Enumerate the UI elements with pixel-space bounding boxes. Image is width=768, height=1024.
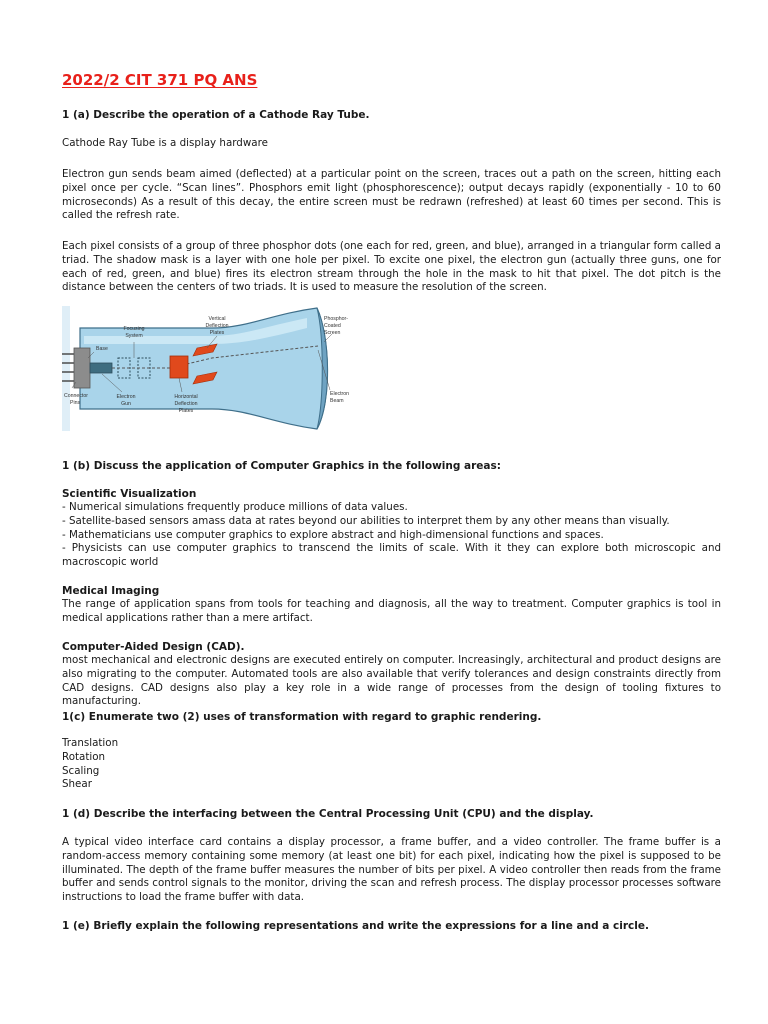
label-gun-1: Electron [116,394,136,400]
medical-imaging-heading: Medical Imaging [62,585,160,597]
label-vertical-2: Deflection [205,323,229,329]
question-1d: 1 (d) Describe the interfacing between the Central Processing Unit (CPU) and the display. [62,808,594,820]
list-item: Shear [62,778,92,791]
scientific-visualization-list [62,501,721,542]
label-focusing-1: Focusing [123,326,145,332]
label-connector-2: Pins [70,400,81,406]
label-horizontal-2: Deflection [174,401,198,407]
scientific-visualization-heading: Scientific Visualization [62,488,197,500]
label-phosphor-2: Coated [324,323,341,329]
label-phosphor-3: Screen [324,330,341,336]
label-horizontal-3: Plates [178,408,194,414]
cpu-display-text: A typical video interface card contains a display processor, a frame buffer, and a video controller. The frame buffer is a random-access memory containing some memory (at least one bit) for each pixel, indicating how the pixel is supposed to be illuminated. The depth of the frame buffer measures the number of bits per pixel. A video controller then reads from the frame buffer and sends control signals to the monitor, driving the scan and refresh process. The display processor processes software instructions to load the frame buffer with data. [62,836,721,904]
label-vertical-1: Vertical [208,316,226,322]
list-item: Translation [62,737,119,749]
label-connector-1: Connector [64,393,88,399]
medical-imaging-text: The range of application spans from tools for teaching and diagnosis, all the way to treatment. Computer graphics is tool in medical applications rather than a mere artifact. [62,598,721,624]
cad-heading: Computer-Aided Design (CAD). [62,641,245,653]
label-base: Base [96,346,108,352]
crt-diagram [62,306,350,431]
label-vertical-3: Plates [209,330,225,336]
label-focusing-2: System [125,333,143,339]
list-item: - Physicists can use computer graphics to transcend the limits of scale. With it they can explore both microscopic and macroscopic world [62,542,721,568]
label-phosphor-1: Phosphor- [324,316,348,322]
document-title: 2022/2 CIT 371 PQ ANS [62,71,258,89]
crt-diagram-svg [62,306,350,431]
label-gun-2: Gun [121,401,131,407]
label-beam-2: Beam [330,398,344,404]
list-item: Scaling [62,764,100,777]
question-1b: 1 (b) Discuss the application of Computer Graphics in the following areas: [62,460,501,472]
label-beam-1: Electron [330,391,350,397]
list-item: - Satellite-based sensors amass data at rates beyond our abilities to interpret them by any other means than visually. [62,514,670,527]
crt-paragraph-1: Electron gun sends beam aimed (deflected) at a particular point on the screen, traces out a path on the screen, hitting each pixel once per cycle. “Scan lines”. Phosphors emit light (phosphorescence); output decays rapidly (exponentially - 10 to 60 microseconds) As a result of this decay, the entire screen must be redrawn (refreshed) at least 60 times per second. This is called the refresh rate. [62,168,721,222]
list-item: - Numerical simulations frequently produce millions of data values. [62,501,408,513]
list-item: Rotation [62,750,106,763]
cad-text: most mechanical and electronic designs are executed entirely on computer. Increasingly, architectural and product designs are also migrating to the computer. Automated tools are also available that verify tolerances and design constraints directly from CAD designs. CAD designs also play a key role in a wide range of processes from the design of tooling fixtures to manufacturing. [62,654,721,708]
crt-paragraph-2: Each pixel consists of a group of three phosphor dots (one each for red, green, and blue), arranged in a triangular form called a triad. The shadow mask is a layer with one hole per pixel. To excite one pixel, the electron gun (actually three guns, one for each of red, green, and blue) fires its electron stream through the hole in the mask to hit that pixel. The dot pitch is the distance between the centers of two triads. It is used to measure the resolution of the screen. [62,240,721,294]
question-1a: 1 (a) Describe the operation of a Cathode Ray Tube. [62,109,370,121]
crt-intro: Cathode Ray Tube is a display hardware [62,137,268,149]
question-1e: 1 (e) Briefly explain the following representations and write the expressions for a line and a circle. [62,920,649,932]
list-item: - Mathematicians use computer graphics to explore abstract and high-dimensional functions and spaces. [62,528,604,541]
transformation-list [62,737,721,792]
label-horizontal-1: Horizontal [174,394,198,400]
question-1c: 1(c) Enumerate two (2) uses of transformation with regard to graphic rendering. [62,711,542,723]
